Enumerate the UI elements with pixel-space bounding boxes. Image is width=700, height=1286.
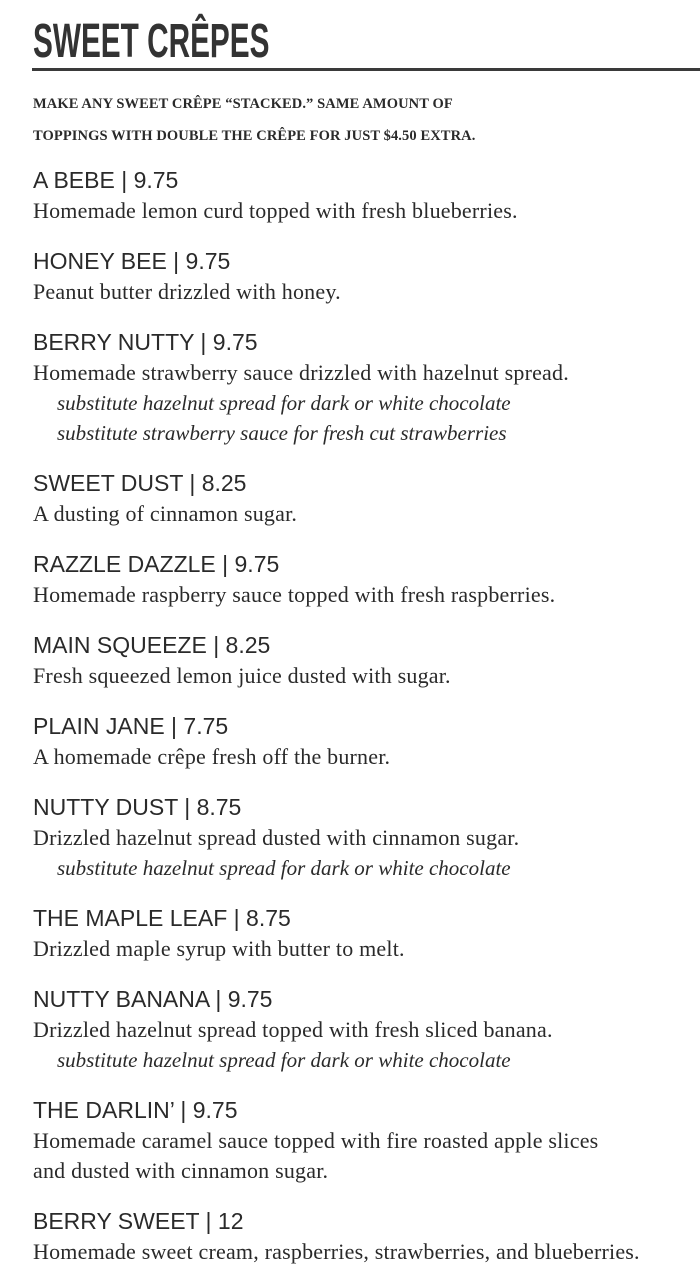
menu-item-heading: PLAIN JANE | 7.75: [33, 713, 229, 739]
menu-item-heading: MAIN SQUEEZE | 8.25: [33, 632, 271, 658]
menu-item-heading: THE DARLIN’ | 9.75: [33, 1097, 238, 1123]
menu-item-substitution: substitute hazelnut spread for dark or white chocolate: [57, 856, 511, 880]
menu-item-substitution: substitute hazelnut spread for dark or white chocolate: [57, 1048, 511, 1072]
menu-item-heading: RAZZLE DAZZLE | 9.75: [33, 551, 280, 577]
menu-item-description: Homemade raspberry sauce topped with fresh raspberries.: [33, 582, 556, 607]
menu-item: [33, 245, 700, 307]
menu-item: [33, 902, 700, 964]
note-line: TOPPINGS WITH DOUBLE THE CRÊPE FOR JUST $4.50 EXTRA.: [33, 128, 476, 144]
menu-item-description: Drizzled hazelnut spread dusted with cinnamon sugar.: [33, 825, 520, 850]
page-title: SWEET CRÊPES: [33, 15, 270, 68]
menu-item: [33, 1205, 700, 1267]
menu-item-description: Homemade lemon curd topped with fresh blueberries.: [33, 198, 518, 223]
menu-item-description: Fresh squeezed lemon juice dusted with sugar.: [33, 663, 451, 688]
menu-item-heading: BERRY SWEET | 12: [33, 1208, 244, 1234]
menu-item-heading: THE MAPLE LEAF | 8.75: [33, 905, 291, 931]
menu-item-description: Homemade caramel sauce topped with fire roasted apple slices: [33, 1128, 599, 1153]
menu-item: [33, 467, 700, 529]
menu-item-substitution: substitute hazelnut spread for dark or white chocolate: [57, 391, 511, 415]
menu-item-heading: BERRY NUTTY | 9.75: [33, 329, 258, 355]
title-divider: [32, 68, 700, 71]
menu-item-description: and dusted with cinnamon sugar.: [33, 1158, 329, 1183]
menu-item-substitution: substitute strawberry sauce for fresh cut strawberries: [57, 421, 507, 445]
page-title-wrap: [33, 16, 414, 68]
menu-item-heading: NUTTY DUST | 8.75: [33, 794, 242, 820]
note-line: MAKE ANY SWEET CRÊPE “STACKED.” SAME AMOUNT OF: [33, 96, 453, 112]
stacked-note: [33, 88, 475, 152]
menu-item-heading: HONEY BEE | 9.75: [33, 248, 231, 274]
menu-item-description: A homemade crêpe fresh off the burner.: [33, 744, 391, 769]
menu-item: [33, 791, 700, 883]
menu-item-description: A dusting of cinnamon sugar.: [33, 501, 298, 526]
menu-item-description: Homemade sweet cream, raspberries, strawberries, and blueberries.: [33, 1239, 640, 1264]
menu-item-heading: NUTTY BANANA | 9.75: [33, 986, 273, 1012]
menu-item-description: Peanut butter drizzled with honey.: [33, 279, 341, 304]
menu-item: [33, 710, 700, 772]
menu-item-description: Homemade strawberry sauce drizzled with hazelnut spread.: [33, 360, 569, 385]
menu-item: [33, 1094, 700, 1186]
menu-item-description: Drizzled maple syrup with butter to melt.: [33, 936, 405, 961]
menu-item: [33, 548, 700, 610]
menu-item: [33, 326, 700, 448]
menu-item: [33, 629, 700, 691]
menu-item-heading: A BEBE | 9.75: [33, 167, 179, 193]
menu-item-description: Drizzled hazelnut spread topped with fresh sliced banana.: [33, 1017, 553, 1042]
menu-item-heading: SWEET DUST | 8.25: [33, 470, 247, 496]
menu-item: [33, 983, 700, 1075]
menu-items: [33, 164, 700, 1286]
menu-item: [33, 164, 700, 226]
